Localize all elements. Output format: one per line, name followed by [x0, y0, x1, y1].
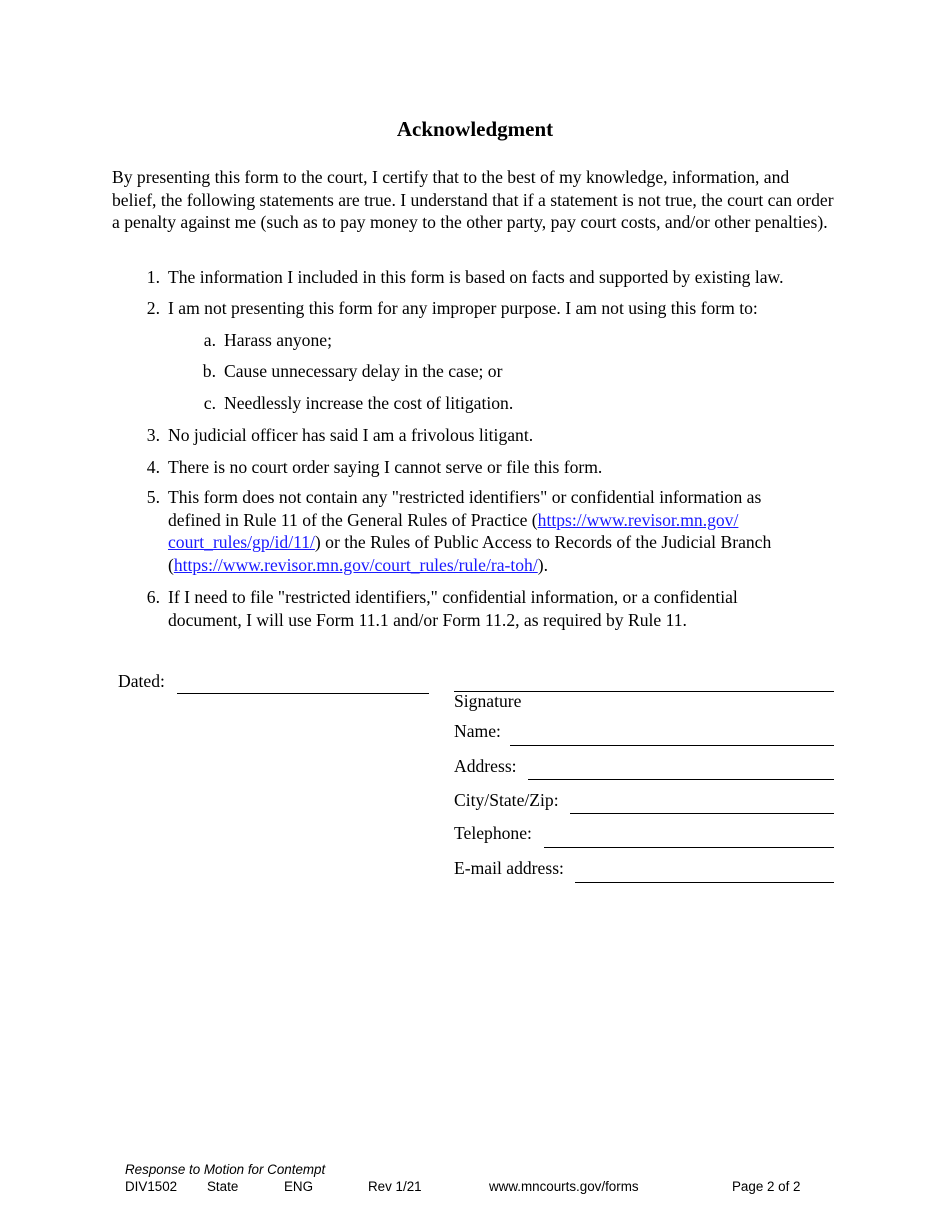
- sub-item-letter: a.: [203, 330, 216, 350]
- city-state-zip-label: City/State/Zip:: [454, 790, 559, 810]
- dated-field[interactable]: [177, 693, 429, 694]
- footer-language: ENG: [284, 1179, 314, 1194]
- page-title: Acknowledgment: [396, 117, 554, 141]
- item-text: ) or the Rules of Public Access to Records of the Judicial Branch: [314, 532, 772, 553]
- telephone-label: Telephone:: [454, 823, 532, 843]
- footer-revision: Rev 1/21: [368, 1179, 422, 1194]
- item-text-line: [168, 554, 548, 577]
- dated-label: Dated:: [118, 671, 165, 691]
- sub-item-text: Cause unnecessary delay in the case; or: [224, 361, 503, 381]
- sub-item-text: Harass anyone;: [224, 330, 332, 350]
- list-item: [140, 586, 860, 632]
- rule-11-link[interactable]: https://www.revisor.mn.gov/: [537, 509, 739, 530]
- item-text-line: [168, 509, 738, 532]
- footer-url[interactable]: www.mncourts.gov/forms: [489, 1179, 639, 1194]
- footer-form-code: DIV1502: [125, 1179, 178, 1194]
- item-number: 2.: [146, 298, 160, 318]
- sub-item-text: Needlessly increase the cost of litigation.: [224, 393, 514, 413]
- name-label: Name:: [454, 721, 501, 741]
- item-text: (: [168, 554, 174, 575]
- footer-form-title: Response to Motion for Contempt: [125, 1162, 326, 1177]
- item-text-line: document, I will use Form 11.1 and/or Form 11.2, as required by Rule 11.: [168, 609, 687, 630]
- public-access-rules-link[interactable]: https://www.revisor.mn.gov/court_rules/rule/ra-toh/: [173, 554, 538, 575]
- item-text: There is no court order saying I cannot serve or file this form.: [168, 457, 603, 477]
- item-number: 6.: [146, 587, 160, 607]
- item-number: 1.: [146, 267, 160, 287]
- item-number: 4.: [146, 457, 160, 477]
- intro-paragraph: By presenting this form to the court, I certify that to the best of my knowledge, information, and belief, the following statements are true. I understand that if a statement is not true, the court can order a penalty against me (such as to pay money to the other party, pay court costs, and/or other penalties).: [112, 167, 834, 233]
- name-field[interactable]: [510, 745, 834, 746]
- email-label: E-mail address:: [454, 858, 564, 878]
- item-number: 3.: [146, 425, 160, 445]
- signature-label: Signature: [454, 691, 522, 711]
- address-field[interactable]: [528, 779, 834, 780]
- list-item: [140, 486, 860, 578]
- telephone-field[interactable]: [544, 847, 834, 848]
- email-field[interactable]: [575, 882, 834, 883]
- item-text: The information I included in this form is based on facts and supported by existing law.: [168, 267, 784, 287]
- item-text-line: This form does not contain any "restricted identifiers" or confidential information as: [168, 487, 762, 507]
- city-state-zip-field[interactable]: [570, 813, 834, 814]
- footer-scope: State: [207, 1179, 239, 1194]
- footer-page-number: Page 2 of 2: [732, 1179, 801, 1194]
- item-text: No judicial officer has said I am a frivolous litigant.: [168, 425, 534, 445]
- rule-11-link-continued[interactable]: court_rules/gp/id/11/: [168, 532, 315, 553]
- item-number: 5.: [146, 487, 160, 507]
- item-text: ).: [537, 554, 548, 575]
- address-label: Address:: [454, 756, 517, 776]
- item-text-line: [168, 531, 771, 554]
- item-text-line: If I need to file "restricted identifiers," confidential information, or a confidential: [168, 587, 738, 607]
- item-text: I am not presenting this form for any improper purpose. I am not using this form to:: [168, 298, 758, 318]
- sub-item-letter: b.: [202, 361, 216, 381]
- sub-item-letter: c.: [203, 393, 216, 413]
- item-text: defined in Rule 11 of the General Rules of Practice (: [168, 509, 538, 530]
